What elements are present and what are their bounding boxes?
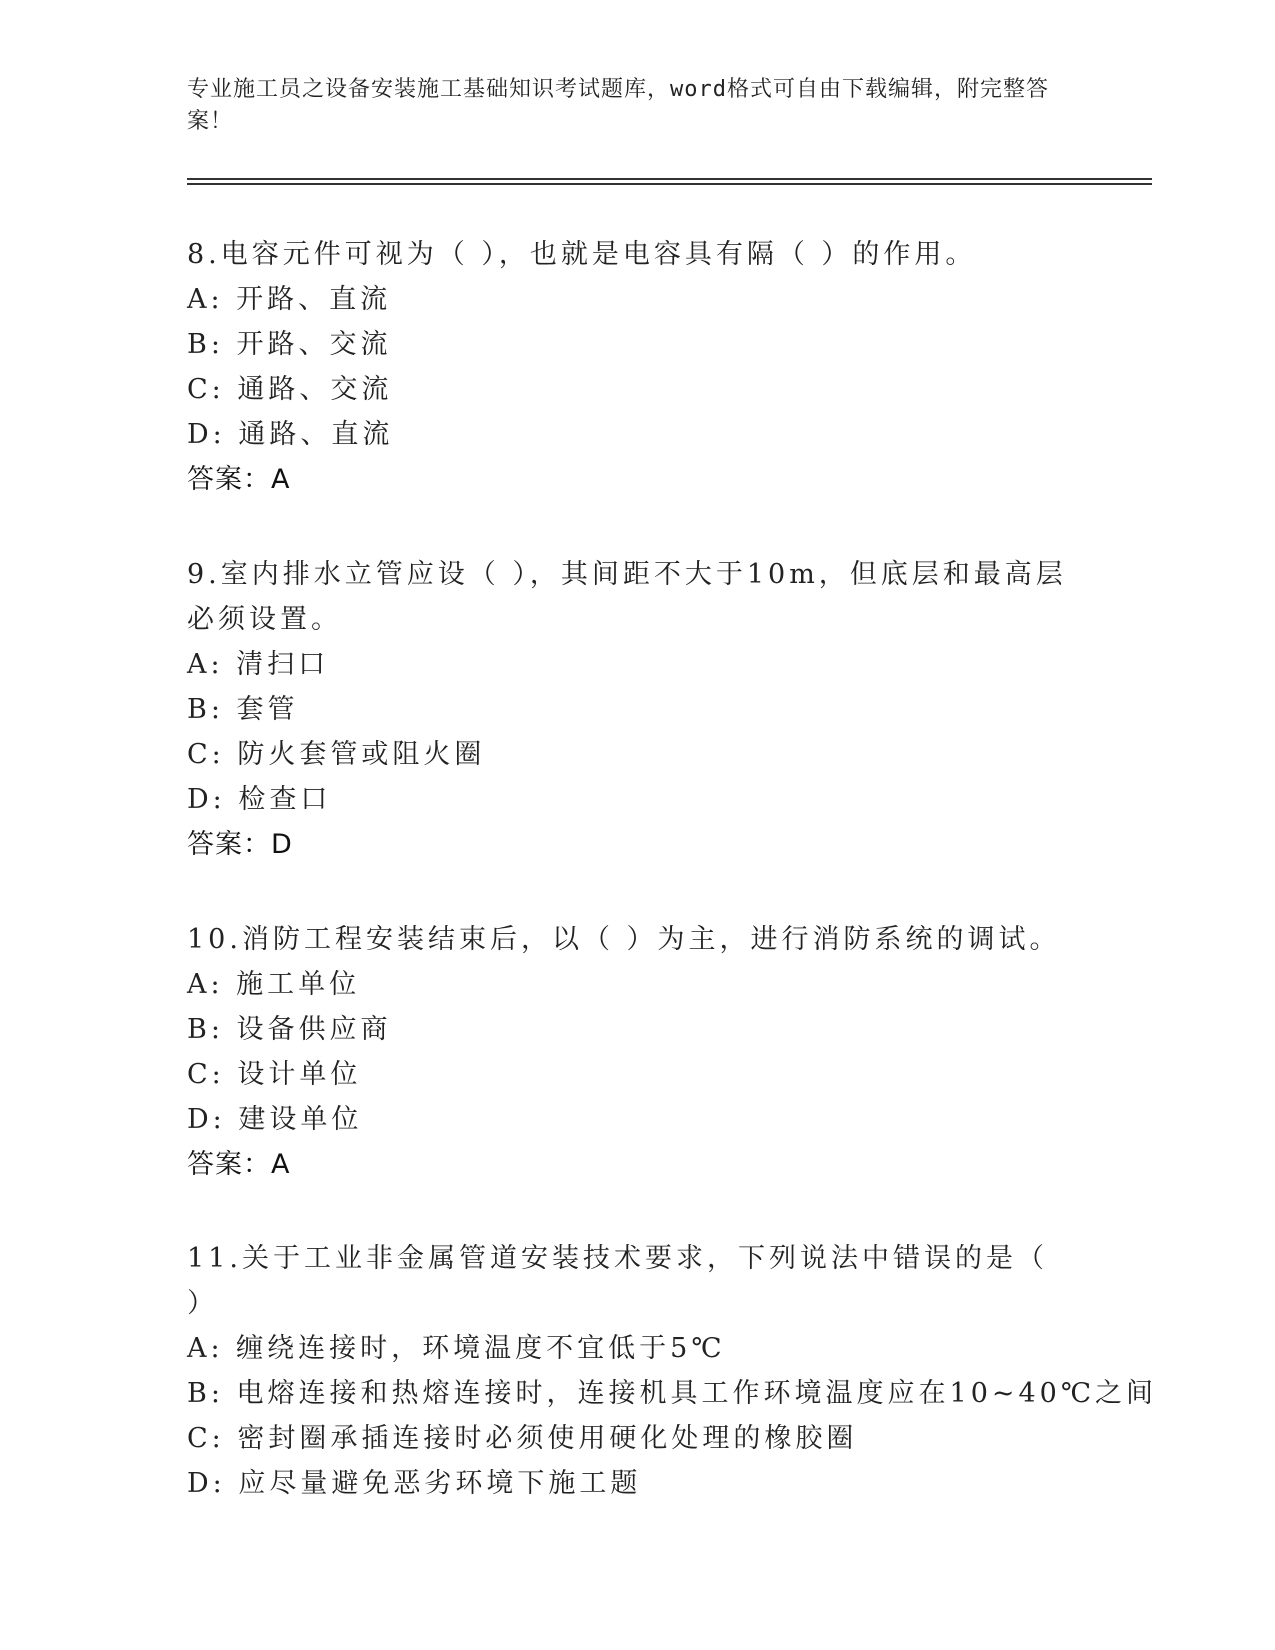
question-stem: 8.电容元件可视为（ ），也就是电容具有隔（ ）的作用。 [187, 239, 977, 270]
option-a: A: 缠绕连接时，环境温度不宜低于5℃ [187, 1333, 726, 1364]
option-b: B: 开路、交流 [187, 329, 392, 360]
option-d: D: 通路、直流 [187, 419, 394, 450]
question-11 [187, 1236, 1158, 1506]
answer: 答案：A [187, 464, 291, 495]
option-d: D: 检查口 [187, 784, 332, 815]
option-c: C: 防火套管或阻火圈 [187, 739, 486, 770]
option-a: A: 清扫口 [187, 649, 330, 680]
header-divider-bottom [187, 183, 1152, 185]
option-a: A: 施工单位 [187, 969, 361, 1000]
question-9 [187, 552, 1067, 867]
document-header: 专业施工员之设备安装施工基础知识考试题库，word格式可自由下载编辑，附完整答案！ [187, 77, 1049, 134]
option-c: C: 通路、交流 [187, 374, 393, 405]
answer: 答案：D [187, 829, 293, 860]
question-8 [187, 232, 1067, 502]
answer: 答案：A [187, 1149, 291, 1180]
option-b: B: 设备供应商 [187, 1014, 392, 1045]
question-stem: 11.关于工业非金属管道安装技术要求，下列说法中错误的是（ ） [187, 1243, 1048, 1319]
option-d: D: 建设单位 [187, 1104, 363, 1135]
question-stem: 9.室内排水立管应设（ ），其间距不大于10m，但底层和最高层必须设置。 [187, 559, 1067, 635]
option-a: A: 开路、直流 [187, 284, 392, 315]
question-10 [187, 917, 1067, 1187]
option-b: B: 电熔连接和热熔连接时，连接机具工作环境温度应在10~40℃之间 [187, 1378, 1158, 1409]
option-d: D: 应尽量避免恶劣环境下施工题 [187, 1468, 642, 1499]
option-c: C: 密封圈承插连接时必须使用硬化处理的橡胶圈 [187, 1423, 858, 1454]
option-b: B: 套管 [187, 694, 299, 725]
option-c: C: 设计单位 [187, 1059, 362, 1090]
question-stem: 10.消防工程安装结束后，以（ ）为主，进行消防系统的调试。 [187, 924, 1061, 955]
header-divider-top [187, 178, 1152, 180]
